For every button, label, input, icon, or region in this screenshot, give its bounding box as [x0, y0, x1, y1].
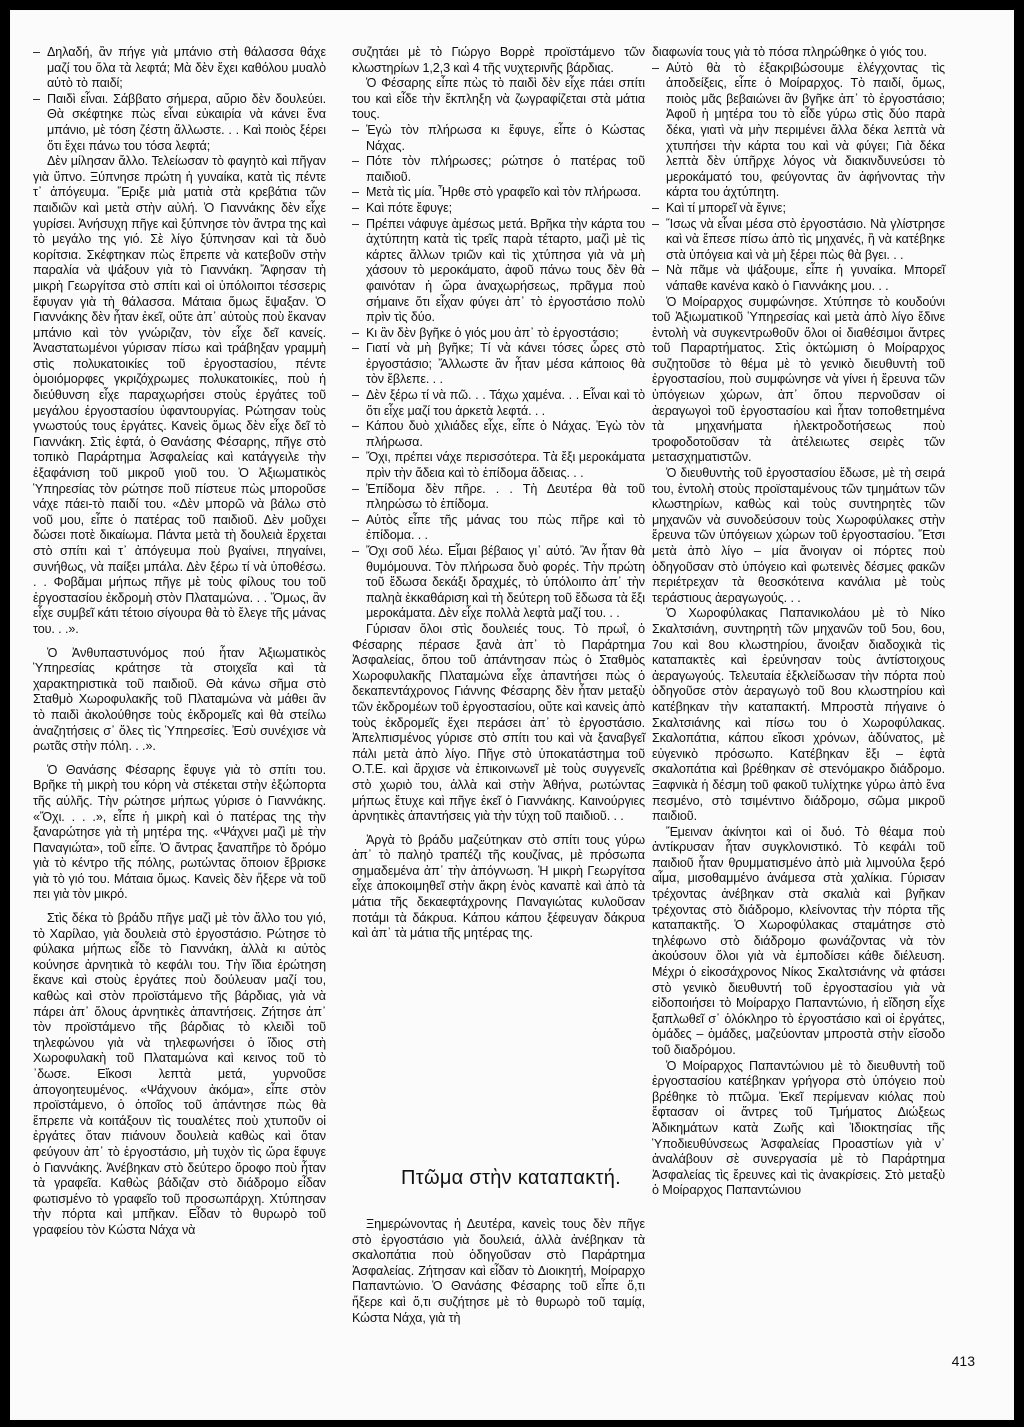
dialogue-paragraph: – Ὄχι, πρέπει νάχε περισσότερα. Τὰ ἔξι μεροκάματα πρὶν τὴν ἄδεια καὶ τὸ ἐπίδομα ἄδειας. . . [352, 450, 645, 481]
paragraph: συζητάει μὲ τὸ Γιώργο Βορρὲ προϊστάμενο τῶν κλωστηρίων 1,2,3 καὶ 4 τῆς νυχτερινῆς βάρδιας. [352, 45, 645, 75]
paragraph: Ὁ Μοίραρχος Παπαντώνιου μὲ τὸ διευθυντὴ τοῦ ἐργοστασίου κατέβηκαν γρήγορα στὸ ὑπόγειο ποὺ βρέθηκε τὸ πτῶμα. Ἐκεῖ περίμεναν κιόλας ποὺ ἔφτασαν οἱ ἄντρες τοῦ Τμήματος Διώξεως Ἀδικημάτων κατὰ Ζωῆς καὶ Ἰδιοκτησίας τῆς Ὑποδιευθύνσεως Ἀσφαλείας Προαστίων γιὰ ν᾽ ἀναλάβουν σὲ συνεργασία μὲ τὸ Παράρτημα Ἀσφαλείας τὶς ἔρευνες καὶ τὶς ἀνακρίσεις. Στὸ μεταξὺ ὁ Μοίραρχος Παπαντώνιου [652, 1058, 945, 1198]
dialogue-paragraph: – Ὄχι σοῦ λέω. Εἶμαι βέβαιος γι᾽ αὐτό. Ἂν ἦταν θὰ θυμόμουνα. Τὸν πλήρωσα δυὸ φορές. Τὴν πρώτη τοῦ ἔδωσα δεκάξι δραχμές, τὸ ὑπόλοιπο ἀπ᾽ τὴν παληὰ ἐκκαθάριση καὶ τὴ δεύτερη τοῦ ἔδωσα τὰ ἔξι μεροκάματα. Δὲν εἶχε πολλὰ λεφτὰ μαζί του. . . [352, 544, 645, 622]
dialogue-paragraph: – Γιατί νὰ μὴ βγῆκε; Τί νὰ κάνει τόσες ὧρες στὸ ἐργοστάσιο; Ἄλλωστε ἂν ἦταν μέσα κάποιος θὰ τὸν ἔβλεπε. . . [352, 341, 645, 388]
paragraph: Ἀργὰ τὸ βράδυ μαζεύτηκαν στὸ σπίτι τους γύρω ἀπ᾽ τὸ παληὸ τραπέζι τῆς κουζίνας, μὲ πρόσωπα σημαδεμένα ἀπ᾽ τὴν ἀπόγνωση. Ἡ μικρὴ Γεωργίτσα εἶχε ἀποκοιμηθεῖ στὴν ἄκρη ἑνὸς καναπὲ καὶ ἀπὸ τὰ μάτια τῆς δεκαεφτάχρονης Παναγιώτας κυλοῦσαν ποτάμι τὰ δάκρυα. Κάπου κάπου ξέφευγαν δάκρυα καὶ ἀπ᾽ τὰ μάτια τῆς μητέρας της. [352, 832, 645, 941]
paragraph: Γύρισαν ὅλοι στὶς δουλειές τους. Τὸ πρωΐ, ὁ Φέσαρης πέρασε ξανὰ ἀπ᾽ τὸ Παράρτημα Ἀσφαλείας, ὅπου τοῦ ἀπάντησαν πὼς ὁ Σταθμὸς Χωροφυλακῆς Πλαταμώνα εἶχε ἀπαντήσει πὼς ὁ δεκαπεντάχρονος Γιάννης Φέσαρης δὲν ἦταν μεταξὺ τῶν ἐκδρομέων τοῦ ἐργοστασίου, οὔτε καὶ κανεὶς ἀπὸ τοὺς ἐκδρομεῖς ἔχει περάσει ἀπ᾽ τὸ ἐργοστάσιο. Ἀπελπισμένος γύρισε στὸ σπίτι του καὶ νὰ ξαναβγεῖ πάλι μετὰ ἀπὸ λίγο. Πῆγε στὸ ὑποκατάστημα τοῦ Ο.Τ.Ε. καὶ ἄρχισε νὰ ἐπικοινωνεῖ μὲ τοὺς συγγενεῖς στὸ χωριὸ του, ἀλλὰ καὶ στὴν Ἀθήνα, ρωτώντας μήπως ἔτυχε καὶ πῆγε ἐκεῖ ὁ Γιαννάκης. Καινούργιες ἀρνητικὲς ἀπαντήσεις γιὰ τὴν τύχη τοῦ παιδιοῦ. . . [352, 621, 645, 824]
dialogue-paragraph: – Ἐγὼ τὸν πλήρωσα κι ἔφυγε, εἶπε ὁ Κώστας Νάχας. [352, 123, 645, 154]
document-page [10, 10, 1014, 1420]
paragraph: Ὁ Μοίραρχος συμφώνησε. Χτύπησε τὸ κουδούνι τοῦ Ἀξιωματικοῦ Ὑπηρεσίας καὶ μετὰ ἀπὸ λίγο ἔδινε ἐντολὴ νὰ συγκεντρωθοῦν ὅλοι οἱ διαθέσιμοι ἄντρες τοῦ Παραρτήματος. Στὶς ὀκτώμιση ὁ Μοίραρχος συζητοῦσε τὸ θέμα μὲ τὸ γενικὸ διευθυντὴ τοῦ ἐργοστασίου, ποὺ συμφώνησε νὰ γίνει ἡ ἔρευνα τῶν ὑπόγειων χώρων, ἀπ᾽ ὅπου περνοῦσαν οἱ ἀεραγωγοὶ τοῦ ἐργοστασίου καὶ ἦταν τοποθετημένα τὰ μηχανήματα ἠλεκτροδοτήσεως ποὺ τροφοδοτοῦσαν τὰ ἀτέλειωτες σειρὲς τῶν μετασχηματιστῶν. [652, 294, 945, 465]
paragraph: Ὁ Φέσαρης εἶπε πὼς τὸ παιδὶ δὲν εἶχε πάει σπίτι του καὶ εἶδε τὴν ἔκπληξη νὰ ζωγραφίζεται στὰ μάτια τους. [352, 76, 645, 122]
paragraph: Ὁ Χωροφύλακας Παπανικολάου μὲ τὸ Νίκο Σκαλτσιάνη, συντηρητὴ τῶν μηχανῶν τοῦ 5ου, 6ου, 7ου καὶ 8ου κλωστηρίου, ἄνοιξαν διαδοχικὰ τὶς καταπακτὲς καὶ ἐρεύνησαν τοὺς ἀντίστοιχους ἀεραγωγούς. Τελευταία ἐξκλείδωσαν τὴν πόρτα ποὺ ὁδηγοῦσε στὸν ἀεραγωγὸ τοῦ 8ου κλωστηρίου καὶ κατέβηκαν τὴν καταπακτή. Μπροστὰ πήγαινε ὁ Σκαλτσιάνης καὶ πίσω του ὁ Χωροφύλακας. Σκαλοπάτια, κάπου εἴκοσι χρόνων, ἀδύνατος, μὲ εὐγενικὸ πρόσωπο. Κατέβηκαν ἔξι – ἑφτὰ σκαλοπάτια καὶ βρέθηκαν σὲ στενόμακρο διάδρομο. Ξαφνικὰ ἡ δέσμη τοῦ φακοῦ τυλίχτηκε γύρω ἀπὸ ἕνα πεσμένο, στὸ τσιμέντινο διάδρομο, σῶμα μικροῦ παιδιοῦ. [652, 606, 945, 824]
dialogue-paragraph: – Κάπου δυὸ χιλιάδες εἶχε, εἶπε ὁ Νάχας. Ἐγὼ τὸν πλήρωσα. [352, 419, 645, 450]
paragraph-gap [33, 755, 326, 763]
dialogue-paragraph: – Κι ἂν δὲν βγῆκε ὁ γιός μου ἀπ᾽ τὸ ἐργοστάσιο; [352, 326, 645, 342]
dialogue-paragraph: – Πότε τὸν πλήρωσες; ρώτησε ὁ πατέρας τοῦ παιδιοῦ. [352, 154, 645, 185]
dialogue-paragraph: – Παιδὶ εἶναι. Σάββατο σήμερα, αὔριο δὲν δουλεύει. Θὰ σκέφτηκε πὼς εἶναι εὐκαιρία νὰ κάνει ἕνα μπάνιο, μὲ τόση ζέστη ἄλλωστε. . . Καὶ ποιὸς ξέρει ὅτι ἔχει πάνω του τόσα λεφτά; [33, 92, 326, 154]
paragraph-gap [33, 638, 326, 646]
dialogue-paragraph: – Καὶ πότε ἔφυγε; [352, 201, 645, 217]
dialogue-paragraph: – Αὐτὸς εἶπε τῆς μάνας του πὼς πῆρε καὶ τὸ ἐπίδομα. . . [352, 513, 645, 544]
paragraph: Ὁ Θανάσης Φέσαρης ἔφυγε γιὰ τὸ σπίτι του. Βρῆκε τὴ μικρὴ του κόρη νὰ στέκεται στὴν ἐξώπορτα τῆς αὐλῆς. Τὴν ρώτησε μήπως γύρισε ὁ Γιαννάκης. «Ὄχι. . . .», εἶπε ἡ μικρὴ καὶ ὁ πατέρας της τὴν ξαναρώτησε γιὰ τὴ μητέρα της. «Ψάχνει μαζὶ μὲ τὴν Παναγιώτα», τοῦ εἶπε. Ὁ ἄντρας ξαναπῆρε τὸ δρόμο γιὰ τὸ κέντρο τῆς πόλης, ρωτώντας ὅποιον ἔβρισκε γιὰ τὸ γιό του. Μάταια ὅμως. Κανεὶς δὲν ἤξερε νὰ τοῦ πει γιὰ τὸν μικρό. [33, 762, 326, 902]
paragraph-gap [33, 903, 326, 911]
dialogue-paragraph: – Καὶ τί μπορεῖ νὰ ἔγινε; [652, 201, 945, 217]
paragraph: Ἔμειναν ἀκίνητοι καὶ οἱ δυό. Τὸ θέαμα ποὺ ἀντίκρυσαν ἦταν συγκλονιστικό. Τὸ κεφάλι τοῦ παιδιοῦ ἦταν θρυμματισμένο ἀπὸ μιὰ λιμνούλα ξερό αἷμα, μισοθαμμένο ἀνάμεσα στὰ χαλίκια. Γύρισαν τρέχοντας ἀνέβηκαν στὰ σκαλιὰ καὶ βγῆκαν τρέχοντας στὸ διάδρομο, κλείνοντας τὴν πόρτα τῆς καταπακτῆς. Ὁ Χωροφύλακας σταμάτησε στὸ τηλέφωνο στὸ διάδρομο φωνάζοντας νὰ τὸν ἀκούσουν ὅλοι γιὰ νὰ ἐμποδίσει κάθε διέλευση. Μέχρι ὁ εἰκοσάχρονος Νίκος Σκαλτσιάνης νὰ φτάσει στὸ γενικὸ διευθυντή τοῦ ἐργοστασίου γιὰ νὰ εἰδοποιήσει τὸ Μοίραρχο Παπαντώνιο, ἡ εἴδηση εἶχε ξαπλωθεῖ σ᾽ ὁλόκληρο τὸ ἐργοστάσιο καὶ οἱ ἐργάτες, ὁμάδες – ὁμάδες, μαζεύονταν μπροστὰ στὴν εἴσοδο τοῦ διαδρόμου. [652, 824, 945, 1057]
page-number: 413 [951, 1353, 975, 1369]
paragraph-gap [352, 825, 645, 833]
paragraph: Δὲν μίλησαν ἄλλο. Τελείωσαν τὸ φαγητὸ καὶ πῆγαν γιὰ ὕπνο. Ξύπνησε πρώτη ἡ γυναίκα, κατὰ τὶς πέντε τ᾽ ἀπόγευμα. Ἔριξε μιὰ ματιὰ στὰ κρεβάτια τῶν παιδιῶν καὶ μετὰ στὴν αὐλή. Ὁ Γιαννάκης δὲν εἶχε γυρίσει. Ἀνήσυχη πῆγε καὶ ξύπνησε τὸν ἄντρα της καὶ τὸ μεγάλο της γιό. Σὲ λίγο ξύπνησαν καὶ τὰ δυὸ κορίτσια. Σκέφτηκαν πὼς ἔπρεπε νὰ κατεβοῦν στὴν παραλία νὰ ψάξουν γιὰ τὸ Γιαννάκη. Ἄφησαν τὴ μικρὴ Γεωργίτσα στὸ σπίτι καὶ οἱ ὑπόλοιποι τέσσερις ἔφυγαν γιὰ τὴ θάλασσα. Μάταια ὅμως ἔψαξαν. Ὁ Γιαννάκης δὲν ἦταν ἐκεῖ, οὔτε ἀπ᾽ αὐτοὺς ποὺ ἔκαναν μπάνιο καὶ τὸν γνώριζαν, τὸν εἶχε δεῖ κανείς. Ἀναστατωμένοι γύρισαν πίσω καὶ τράβηξαν γραμμὴ στὶς πολυκατοικίες τοῦ ἐργοστασίου, πέντε ὁμοιόμορφες γκριζόχρωμες πολυκατοικίες, ποὺ ἡ διεύθυνση εἶχε παραχωρήσει στοὺς ἐργάτες τοῦ μεγάλου ἐργοστασίου ὑφαντουργίας. Ρώτησαν τοὺς γνωστούς τους ἐργάτες. Κανεὶς ὅμως δὲν εἶχε δεῖ τὸ Γιαννάκη. Στὶς ἑφτά, ὁ Θανάσης Φέσαρης, πῆγε στὸ τοπικὸ Παράρτημα Ἀσφαλείας καὶ κατάγγειλε τὴν ἐξαφάνιση τοῦ μικροῦ γιοῦ του. Ὁ Ἀξιωματικὸς Ὑπηρεσίας τὸν ρώτησε ποῦ πίστευε πὼς μποροῦσε νάχε πάει-τὸ παιδί του. «Δὲν μπορῶ νὰ βάλω στὸ νοῦ μου, εἶπε ὁ πατέρας τοῦ παιδιοῦ. Δὲν μοῦχει δώσει ποτὲ δικαίωμα. Πάντα μετὰ τὴ δουλειὰ ἔρχεται στὸ σπίτι καὶ τ᾽ ἀπόγευμα ποὺ βγαίνει, πηγαίνει, συνήθως, νὰ παίξει μπάλα. Δὲν ξέρω τί νὰ ὑποθέσω. . . Φοβᾶμαι μήπως πῆγε μὲ τοὺς φίλους του τοῦ ἐργοστασίου ἐκδρομὴ στὸν Πλαταμώνα. . . Ὅμως, ἂν εἶχε συμβεῖ κάτι τέτοιο σίγουρα θὰ τὸ ἔλεγε τῆς μάνας του. . .». [33, 154, 326, 636]
dialogue-paragraph: – Δηλαδή, ἂν πήγε γιὰ μπάνιο στὴ θάλασσα θάχε μαζί του ὅλα τὰ λεφτά; Μὰ δὲν ἔχει καθόλου μυαλὸ αὐτὸ τὸ παιδί; [33, 45, 326, 92]
dialogue-paragraph: – Ἴσως νὰ εἶναι μέσα στὸ ἐργοστάσιο. Νὰ γλίστρησε καὶ νὰ ἔπεσε πίσω ἀπὸ τὶς μηχανές, ἢ νὰ κατέβηκε στὰ ὑπόγεια καὶ νὰ μὴ ξέρει πὼς θὰ βγει. . . [652, 217, 945, 264]
paragraph: Στὶς δέκα τὸ βράδυ πῆγε μαζὶ μὲ τὸν ἄλλο του γιό, τὸ Χαρίλαο, γιὰ δουλειὰ στὸ ἐργοστάσιο. Ρώτησε τὸ φύλακα μήπως εἶδε τὸ Γιαννάκη, ἀλλὰ κι αὐτὸς κούνησε ἀρνητικὰ τὸ κεφάλι του. Τὴν ἴδια ἐρώτηση ἔκανε καὶ στοὺς ἐργάτες ποὺ δούλευαν μαζί του, καθὼς καὶ στὸν προϊστάμενο τῆς βάρδιας, γιὰ νὰ πάρει ἀπ᾽ ὅλους ἀρνητικὲς ἀπαντήσεις. Ζήτησε ἀπ᾽ τὸν προϊστάμενο τῆς βάρδιας τὸ κλειδὶ τοῦ τηλεφώνου γιὰ νὰ τηλεφωνήσει ὁ ἴδιος στὴ Χωροφυλακὴ τοῦ Πλαταμώνα καὶ κεινος τοῦ τὸ ᾽δωσε. Εἴκοσι λεπτὰ μετά, γυρνοῦσε ἀπογοητευμένος. «Ψάχνουν ἀκόμα», εἶπε στὸν προϊστάμενο, ὁ ὁποῖος τοῦ ἀπάντησε πὼς θὰ ἔπρεπε νὰ κοιτάξουν τὶς τουαλέτες ποὺ χτυποῦν οἱ ἐργάτες ὅταν πιάνουν δουλειὰ καθὼς καὶ ὅταν φεύγουν ἀπ᾽ τὸ ἐργοστάσιο, μὴ τυχὸν τὶς ὥρα ἔφυγε ὁ Γιαννάκης. Ἀνέβηκαν στὸ δεύτερο ὄροφο ποὺ ἦταν τὰ γραφεῖα. Καθὼς βάδιζαν στὸ διάδρομο εἶδαν φωτισμένο τὸ γραφεῖο τοῦ προσωπάρχη. Χτύπησαν τὴν πόρτα καὶ μπῆκαν. Εἶδαν τὸ θυρωρὸ τοῦ γραφείου τὸν Κώστα Νάχα νὰ [33, 911, 326, 1237]
text-column-middle [352, 45, 645, 942]
dialogue-paragraph: – Αὐτὸ θὰ τὸ ἐξακριβώσουμε ἐλέγχοντας τὶς ἀποδείξεις, εἶπε ὁ Μοίραρχος. Τὸ παιδί, ὅμως, ποιὸς μᾶς βεβαιώνει ἂν βγῆκε ἀπ᾽ τὸ ἐργοστάσιο; Ἀφοῦ ἡ μητέρα του τὸ εἶδε γύρω στὶς δύο παρὰ δέκα, γιατὶ νὰ μὴν περιμένει ἄλλα δέκα λεπτὰ νὰ χτυπήσει τὴν κάρτα του καὶ νὰ φύγει; Γιὰ δέκα λεπτὰ δὲν ὑπῆρχε λόγος νὰ διακινδυνεύσει τὸ μεροκάματό του, φεύγοντας ἂν ἀφήνοντας τὴν κάρτα του ἀχτύπητη. [652, 61, 945, 201]
text-column-right [652, 45, 945, 1199]
dialogue-paragraph: – Δὲν ξέρω τί νὰ πῶ. . . Τάχω χαμένα. . . Εἶναι καὶ τὸ ὅτι εἶχε μαζί του ἀρκετὰ λεφτά. . . [352, 388, 645, 419]
dialogue-paragraph: – Ἐπίδομα δὲν πῆρε. . . Τὴ Δευτέρα θὰ τοῦ πληρώσω τὸ ἐπίδομα. [352, 482, 645, 513]
paragraph: Ξημερώνοντας ἡ Δευτέρα, κανεὶς τους δὲν πῆγε στὸ ἐργοστάσιο γιὰ δουλειά, ἀλλὰ ἀνέβηκαν τὰ σκαλοπάτια ποὺ ὁδηγοῦσαν στὸ Παράρτημα Ἀσφαλείας. Ζήτησαν καὶ εἶδαν τὸ Διοικητή, Μοίραρχο Παπαντώνιο. Ὁ Θανάσης Φέσαρης τοῦ εἶπε ὅ,τι ἤξερε καὶ ὅ,τι συζήτησε μὲ τὸ θυρωρὸ τοῦ ταμίᾳ, Κώστα Νάχα, γιὰ τὴ [352, 1217, 645, 1325]
paragraph: Ὁ διευθυντὴς τοῦ ἐργοστασίου ἔδωσε, μὲ τὴ σειρά του, ἐντολὴ στοὺς προϊσταμένους τῶν τμημάτων τῶν κλωστηρίων, καθὼς καὶ τοὺς συντηρητὲς τῶν μηχανῶν νὰ συνοδεύσουν τοὺς Χωροφύλακες στὴν ἔρευνα τῶν ὑπόγειων χώρων τοῦ ἐργοστασίου. Ἔτσι μετὰ ἀπὸ λίγο – μία ἄνοιγαν οἱ πόρτες ποὺ ὁδηγοῦσαν στὸ ὑπόγειο καὶ φωτεινὲς δέσμες φακῶν περιέτρεχαν τὰ θεοσκότεινα κανάλια μὲ τοὺς τεράστιους ἀεραγωγούς. . . [652, 466, 945, 605]
text-column-middle-lower [352, 1217, 645, 1326]
paragraph: διαφωνία τους γιὰ τὸ πόσα πληρώθηκε ὁ γιός του. [652, 45, 927, 59]
dialogue-paragraph: – Νὰ πᾶμε νὰ ψάξουμε, εἶπε ἡ γυναίκα. Μπορεῖ νάπαθε κανένα κακὸ ὁ Γιαννάκης μου. . . [652, 263, 945, 294]
section-title: Πτῶμα στὴν καταπακτή. [401, 1167, 621, 1189]
text-column-left [33, 45, 326, 1239]
dialogue-paragraph: – Μετὰ τὶς μία. Ἦρθε στὸ γραφεῖο καὶ τὸν πλήρωσα. [352, 185, 645, 201]
paragraph: Ὁ Ἀνθυπαστυνόμος πού ἦταν Ἀξιωματικὸς Ὑπηρεσίας κράτησε τὰ στοιχεῖα καὶ τὰ χαρακτηριστικὰ τοῦ παιδιοῦ. Θὰ κάνω σῆμα στὸ Σταθμὸ Χωροφυλακῆς τοῦ Πλαταμώνα νὰ μάθει ἂν τὸ παιδὶ ἀκολούθησε τοὺς ἐκδρομεῖς καὶ θὰ στείλω ἀναζητήσεις σ᾽ ὅλες τὶς Ὑπηρεσίες. Ἐσὺ συνέχισε νὰ ρωτᾶς στὴν πόλη. . .». [33, 645, 326, 754]
dialogue-paragraph: – Πρέπει νάφυγε ἀμέσως μετά. Βρῆκα τὴν κάρτα του ἀχτύπητη κατὰ τὶς τρεῖς παρὰ τέταρτο, μαζὶ μὲ τὶς κάρτες ἄλλων τριῶν καὶ τὶς χτύπησα γιὰ νὰ μὴ χάσουν τὸ μεροκάματο, ἀφοῦ πάνω τους δὲν θὰ φαινόταν ἡ ὥρα ἀναχωρήσεως, πρᾶγμα ποὺ σήμαινε ὅτι εἶχαν φύγει ἀπ᾽ τὸ ἐργοστάσιο πολὺ πρὶν τὶς δύο. [352, 217, 645, 326]
